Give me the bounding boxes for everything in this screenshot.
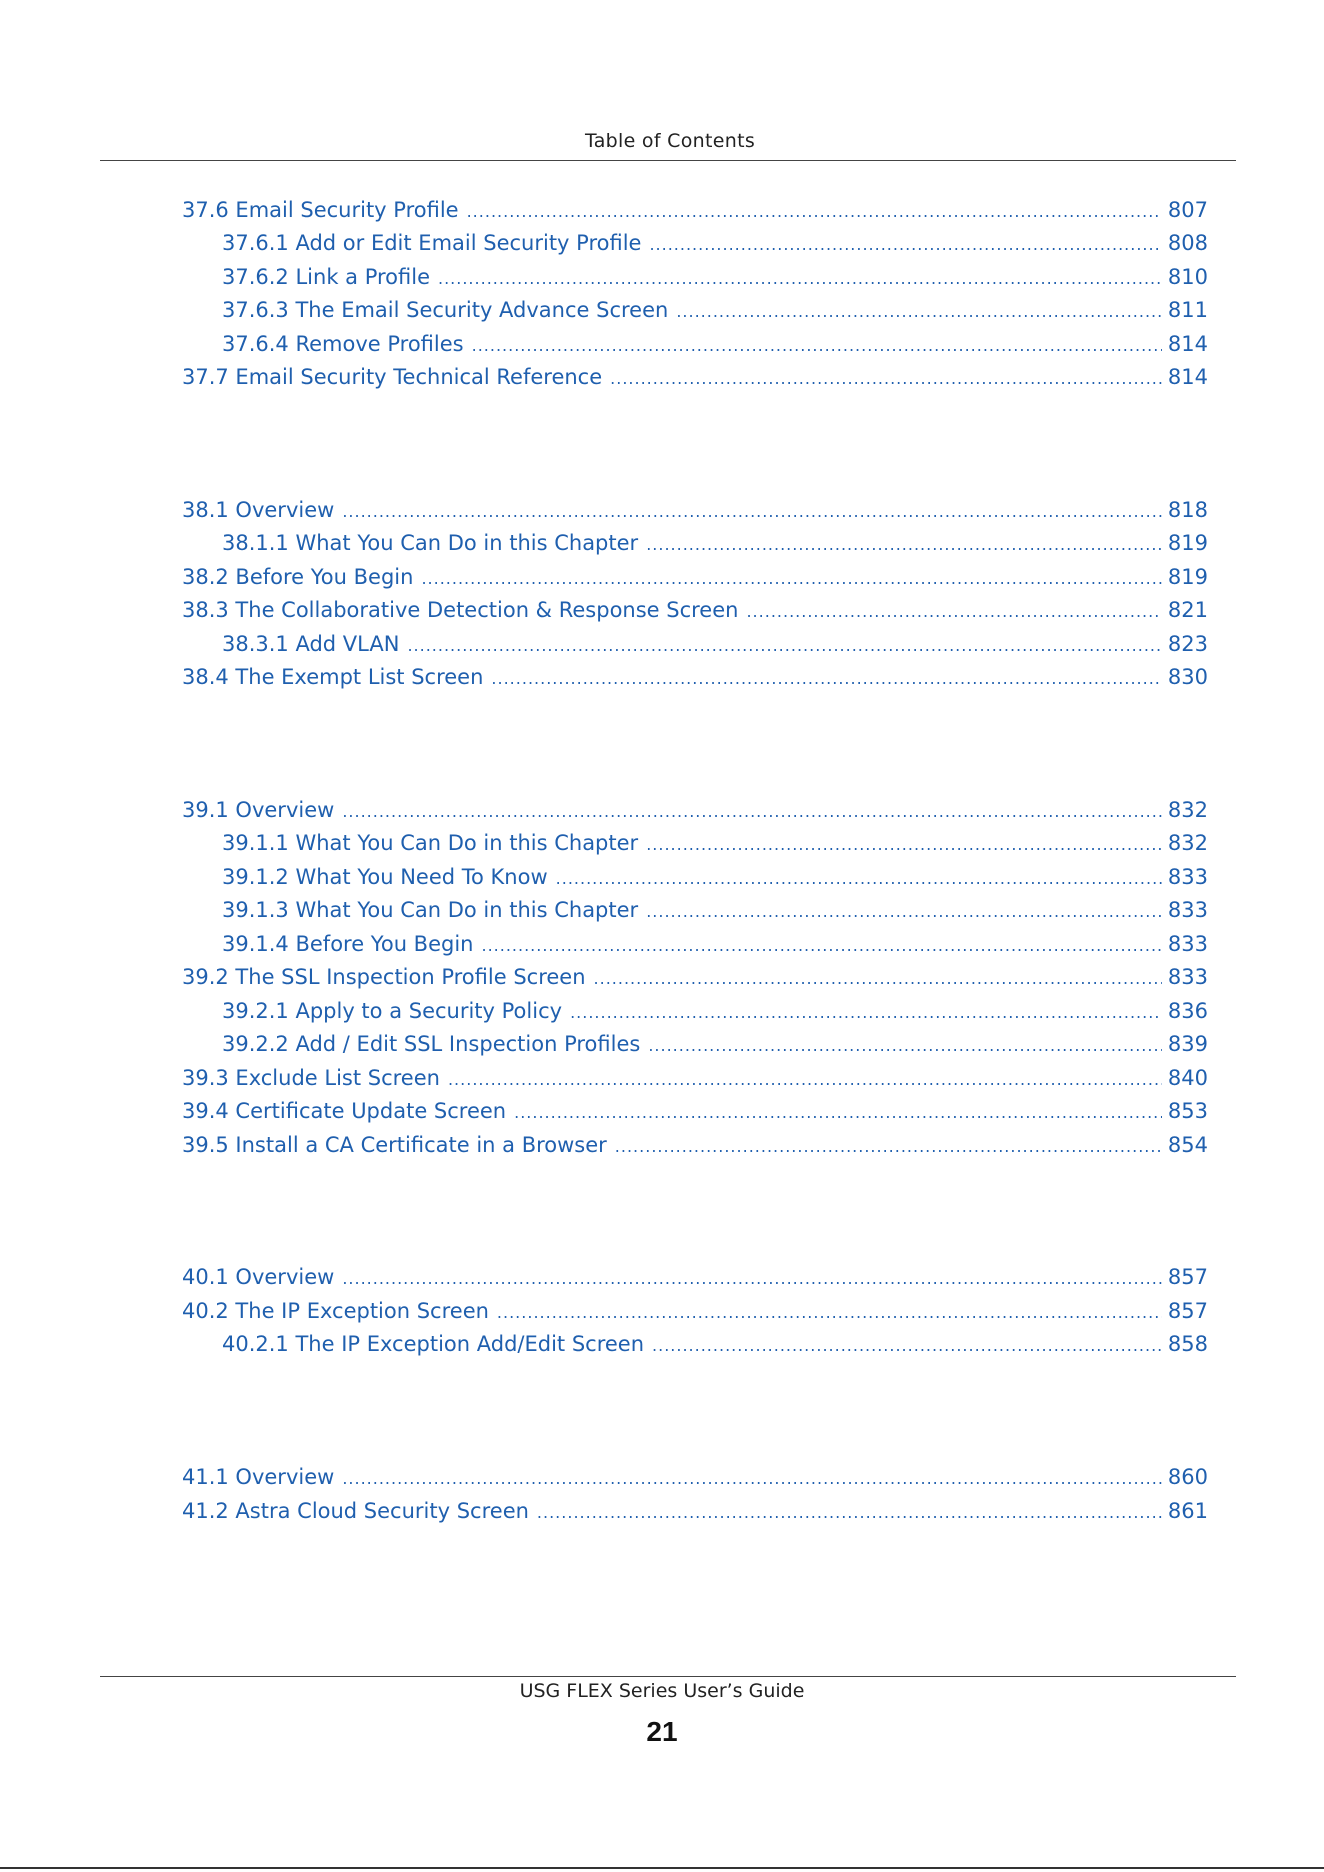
toc-entry-label: 38.2 Before You Begin	[182, 565, 414, 589]
toc-entry[interactable]	[222, 898, 1208, 930]
toc-entry-page: 836	[1167, 999, 1208, 1023]
toc-entry-page: 819	[1167, 531, 1208, 555]
toc-entry-label: 37.7 Email Security Technical Reference	[182, 365, 603, 389]
toc-entry[interactable]	[222, 999, 1208, 1031]
toc-dot-leader	[537, 1503, 1162, 1522]
toc-entry-label: 37.6 Email Security Profile	[182, 198, 459, 222]
toc-entry-page: 860	[1167, 1465, 1208, 1489]
toc-dot-leader	[646, 835, 1162, 854]
toc-entry[interactable]	[182, 1099, 1208, 1131]
toc-entry-label: 39.1.1 What You Can Do in this Chapter	[222, 831, 639, 855]
toc-entry-page: 814	[1167, 332, 1208, 356]
toc-entry-label: 38.4 The Exempt List Screen	[182, 665, 484, 689]
toc-entry-label: 38.3.1 Add VLAN	[222, 632, 400, 656]
toc-dot-leader	[649, 235, 1161, 254]
toc-entry-page: 811	[1167, 298, 1208, 322]
toc-entry-page: 853	[1167, 1099, 1208, 1123]
toc-dot-leader	[615, 1137, 1162, 1156]
toc-entry[interactable]	[222, 831, 1208, 863]
toc-entry[interactable]	[182, 198, 1208, 230]
toc-entry-label: 38.1.1 What You Can Do in this Chapter	[222, 531, 639, 555]
toc-entry[interactable]	[222, 531, 1208, 563]
toc-entry[interactable]	[182, 365, 1208, 397]
header-title: Table of Contents	[584, 130, 756, 152]
toc-dot-leader	[676, 302, 1162, 321]
toc-entry-page: 858	[1167, 1332, 1208, 1356]
toc-entry-label: 37.6.2 Link a Profile	[222, 265, 430, 289]
toc-entry-label: 41.2 Astra Cloud Security Screen	[182, 1499, 529, 1523]
toc-entry-label: 39.3 Exclude List Screen	[182, 1066, 440, 1090]
toc-entry-page: 839	[1167, 1032, 1208, 1056]
toc-entry-label: 40.2.1 The IP Exception Add/Edit Screen	[222, 1332, 645, 1356]
toc-entry[interactable]	[222, 632, 1208, 664]
toc-entry-page: 830	[1167, 665, 1208, 689]
header-divider	[100, 160, 1236, 161]
toc-entry-label: 39.5 Install a CA Certificate in a Browser	[182, 1133, 607, 1157]
toc-dot-leader	[497, 1303, 1162, 1322]
toc-entry[interactable]	[182, 498, 1208, 530]
toc-entry[interactable]	[182, 1265, 1208, 1297]
toc-entry-page: 857	[1167, 1299, 1208, 1323]
toc-entry-label: 39.1 Overview	[182, 798, 335, 822]
toc-entry-label: 40.2 The IP Exception Screen	[182, 1299, 489, 1323]
toc-entry[interactable]	[222, 932, 1208, 964]
toc-entry[interactable]	[182, 1465, 1208, 1497]
toc-entry-label: 39.1.2 What You Need To Know	[222, 865, 548, 889]
toc-entry-page: 808	[1167, 231, 1208, 255]
toc-dot-leader	[472, 336, 1162, 355]
toc-entry-page: 823	[1167, 632, 1208, 656]
toc-dot-leader	[342, 1469, 1162, 1488]
page-number: 21	[646, 1716, 678, 1747]
toc-entry-page: 832	[1167, 798, 1208, 822]
toc-entry[interactable]	[222, 298, 1208, 330]
toc-entry-page: 819	[1167, 565, 1208, 589]
toc-entry[interactable]	[222, 1032, 1208, 1064]
toc-dot-leader	[481, 936, 1161, 955]
toc-entry-page: 833	[1167, 865, 1208, 889]
toc-dot-leader	[514, 1103, 1162, 1122]
toc-dot-leader	[610, 369, 1162, 388]
toc-entry[interactable]	[222, 1332, 1208, 1364]
toc-entry-page: 833	[1167, 965, 1208, 989]
toc-entry-label: 41.1 Overview	[182, 1465, 335, 1489]
toc-dot-leader	[646, 902, 1162, 921]
toc-entry[interactable]	[182, 1299, 1208, 1331]
toc-dot-leader	[556, 869, 1162, 888]
scan-edge-line	[0, 1867, 1324, 1869]
toc-entry[interactable]	[182, 798, 1208, 830]
toc-dot-leader	[467, 202, 1162, 221]
toc-entry-label: 37.6.3 The Email Security Advance Screen	[222, 298, 669, 322]
toc-entry[interactable]	[222, 265, 1208, 297]
toc-entry-page: 840	[1167, 1066, 1208, 1090]
toc-entry-label: 40.1 Overview	[182, 1265, 335, 1289]
toc-entry-label: 39.2 The SSL Inspection Profile Screen	[182, 965, 586, 989]
toc-entry[interactable]	[222, 865, 1208, 897]
toc-dot-leader	[407, 636, 1161, 655]
toc-entry[interactable]	[222, 332, 1208, 364]
toc-entry-label: 39.2.2 Add / Edit SSL Inspection Profiles	[222, 1032, 641, 1056]
toc-entry[interactable]	[182, 598, 1208, 630]
toc-dot-leader	[570, 1003, 1162, 1022]
toc-entry[interactable]	[222, 231, 1208, 263]
toc-dot-leader	[646, 535, 1162, 554]
toc-entry-page: 833	[1167, 898, 1208, 922]
toc-entry[interactable]	[182, 965, 1208, 997]
footer-divider	[100, 1676, 1236, 1677]
toc-entry-page: 814	[1167, 365, 1208, 389]
toc-dot-leader	[491, 669, 1161, 688]
toc-entry[interactable]	[182, 1066, 1208, 1098]
toc-entry[interactable]	[182, 1133, 1208, 1165]
toc-entry-page: 818	[1167, 498, 1208, 522]
toc-dot-leader	[342, 502, 1162, 521]
toc-dot-leader	[421, 569, 1161, 588]
toc-entry-page: 857	[1167, 1265, 1208, 1289]
toc-entry-label: 39.1.3 What You Can Do in this Chapter	[222, 898, 639, 922]
footer-title: USG FLEX Series User’s Guide	[519, 1680, 805, 1702]
toc-dot-leader	[342, 1269, 1162, 1288]
toc-entry-page: 807	[1167, 198, 1208, 222]
toc-entry[interactable]	[182, 665, 1208, 697]
toc-dot-leader	[438, 269, 1162, 288]
toc-dot-leader	[342, 802, 1162, 821]
toc-entry-label: 39.4 Certificate Update Screen	[182, 1099, 507, 1123]
toc-entry-page: 821	[1167, 598, 1208, 622]
toc-entry-page: 854	[1167, 1133, 1208, 1157]
toc-entry-label: 37.6.1 Add or Edit Email Security Profile	[222, 231, 642, 255]
toc-entry-page: 833	[1167, 932, 1208, 956]
toc-entry-page: 832	[1167, 831, 1208, 855]
toc-entry[interactable]	[182, 565, 1208, 597]
toc-entry-page: 810	[1167, 265, 1208, 289]
toc-entry-label: 38.1 Overview	[182, 498, 335, 522]
toc-entry-label: 37.6.4 Remove Profiles	[222, 332, 464, 356]
toc-entry-label: 39.1.4 Before You Begin	[222, 932, 474, 956]
toc-dot-leader	[652, 1336, 1162, 1355]
toc-dot-leader	[648, 1036, 1162, 1055]
toc-entry-page: 861	[1167, 1499, 1208, 1523]
toc-dot-leader	[448, 1070, 1162, 1089]
toc-dot-leader	[746, 602, 1161, 621]
toc-entry-label: 39.2.1 Apply to a Security Policy	[222, 999, 563, 1023]
toc-dot-leader	[594, 969, 1162, 988]
toc-entry[interactable]	[182, 1499, 1208, 1531]
toc-entry-label: 38.3 The Collaborative Detection & Response Screen	[182, 598, 739, 622]
